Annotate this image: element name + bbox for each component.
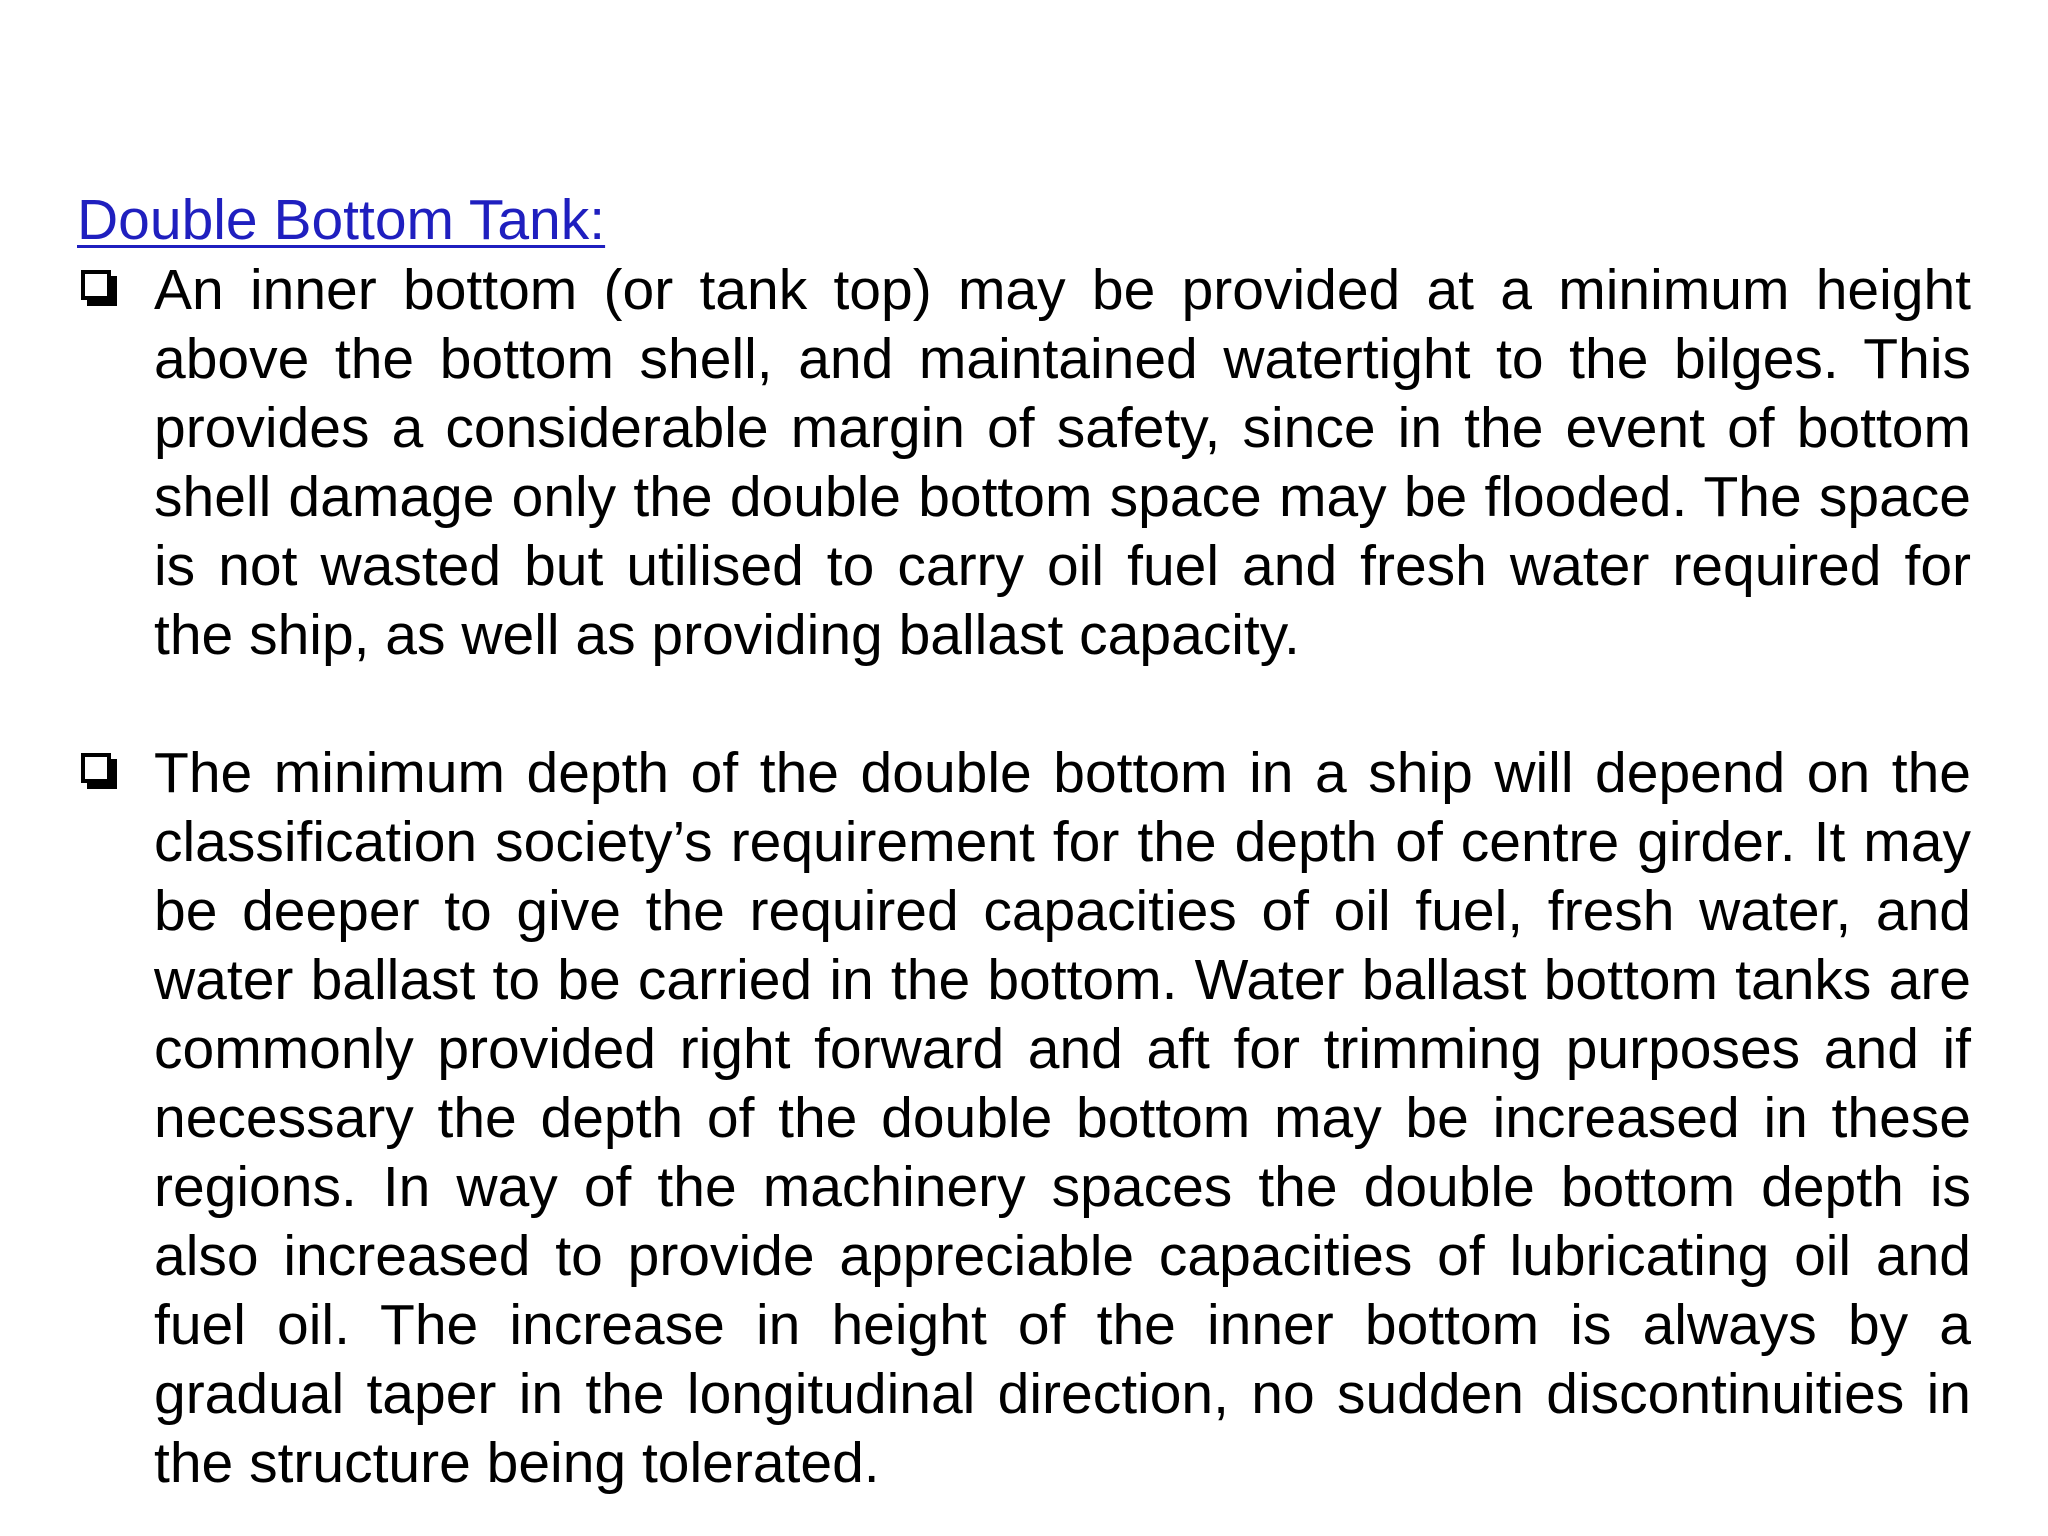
checkbox-icon — [81, 270, 111, 300]
bullet-item — [77, 739, 1971, 1498]
slide-heading[interactable]: Double Bottom Tank: — [77, 188, 606, 252]
bullet-text: An inner bottom (or tank top) may be provided at a minimum height above the bottom shell, and maintained watertight to the bilges. This provides a considerable margin of safety, since in the event of bottom shell damage only the double bottom space may be flooded. The space is not wasted but utilised to carry oil fuel and fresh water required for the ship, as well as providing ballast capacity. — [154, 258, 1971, 667]
checkbox-icon — [81, 753, 111, 783]
bullet-item — [77, 256, 1971, 670]
bullet-text: The minimum depth of the double bottom in a ship will depend on the classification society’s requirement for the depth of centre girder. It may be deeper to give the required capacities of oil fuel, fresh water, and water ballast to be carried in the bottom. Water ballast bottom tanks are commonly provided right forward and aft for trimming purposes and if necessary the depth of the double bottom may be increased in these regions. In way of the machinery spaces the double bottom depth is also increased to provide appreciable capacities of lubricating oil and fuel oil. The increase in height of the inner bottom is always by a gradual taper in the longitudinal direction, no sudden discontinuities in the structure being tolerated. — [154, 741, 1971, 1495]
